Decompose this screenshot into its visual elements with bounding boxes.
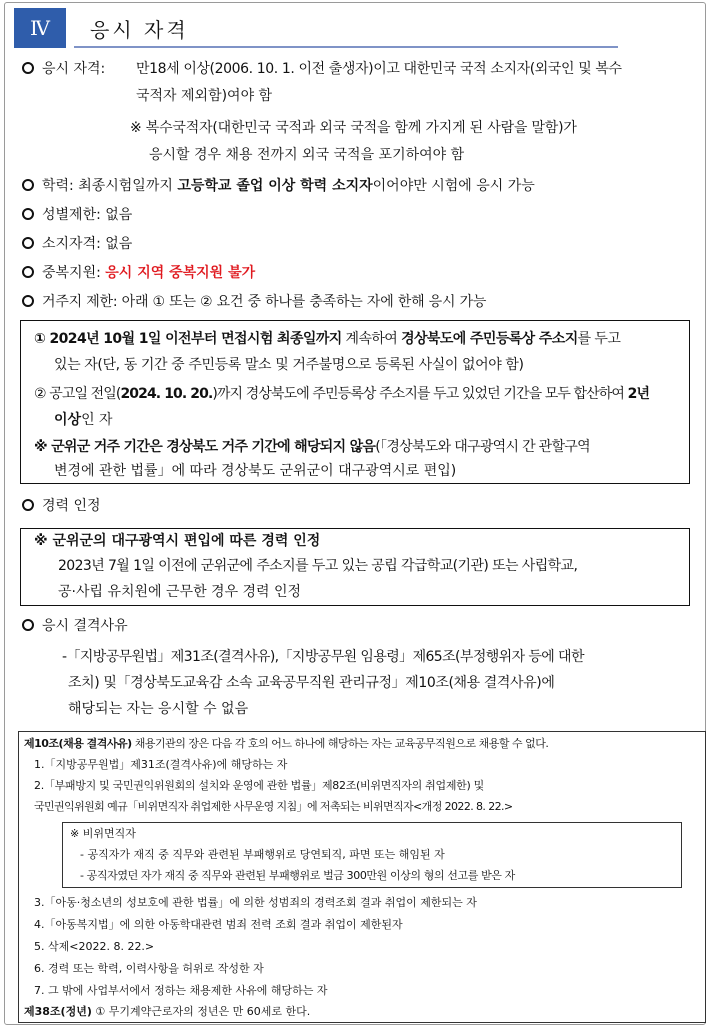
residence-note-line2: 변경에 관한 법률」에 따라 경상북도 군위군이 대구광역시로 편입) [54,463,457,479]
career-box-line1: 2023년 7월 1일 이전에 군위군에 주소지를 두고 있는 공립 각급학교(기관) 또는 사립학교, [58,558,578,574]
dismissed-official-2: - 공직자였던 자가 재직 중 직무와 관련된 부패행위로 벌금 300만원 이상의 형의 선고를 받은 자 [80,869,515,882]
education-suffix: 이어야만 시험에 응시 가능 [372,178,535,194]
regulation-item-2b: 국민권익위원회 예규「비위면직자 취업제한 사무운영 지침」에 저촉되는 비위면직자<개정 2022. 8. 22.> [34,800,513,813]
regulation-item-1: 1.「지방공무원법」제31조(결격사유)에 해당하는 자 [34,758,288,771]
education-item [22,174,535,198]
certificate-text: 소지자격: 없음 [42,236,133,252]
career-box-title: ※ 군위군의 대구광역시 편입에 따른 경력 인정 [34,533,321,549]
duplicate-item [22,261,255,285]
r1-plain-a: 계속하여 [341,331,402,347]
eligibility-item [22,57,105,81]
gender-text: 성별제한: 없음 [42,207,133,223]
career-heading [22,494,101,518]
eligibility-label: 응시 자격: [42,61,106,77]
section-underline [74,46,618,48]
r2-plain-b: )까지 경상북도에 주민등록상 주소지를 두고 있었던 기간을 모두 합산하여 [212,386,628,402]
article-38-title: 제38조(정년) [24,1005,92,1018]
r1-plain-b: 를 두고 [577,331,621,347]
r1-bold-b: 경상북도에 주민등록상 주소지 [401,331,578,347]
disqualify-line2: 조치) 및「경상북도교육감 소속 교육공무직원 관리규정」제10조(채용 결격사유)에 [68,675,555,691]
circle-bullet-icon [22,619,34,631]
residence-condition-2 [34,382,649,406]
regulation-item-5: 5. 삭제<2022. 8. 22.> [34,940,155,953]
circle-bullet-icon [22,62,34,74]
career-heading-text: 경력 인정 [42,498,101,514]
article-10-title: 제10조(채용 결격사유) [24,737,132,750]
article-38 [24,1002,310,1022]
disqualify-line3: 해당되는 자는 응시할 수 없음 [68,701,249,717]
r1-bold-a: ① 2024년 10월 1일 이전부터 면접시험 최종일까지 [34,331,342,347]
regulation-item-6: 6. 경력 또는 학력, 이력사항을 허위로 작성한 자 [34,962,264,975]
education-prefix: 학력: 최종시험일까지 [42,178,178,194]
eligibility-line1: 만18세 이상(2006. 10. 1. 이전 출생자)이고 대한민국 국적 소지자(외국인 및 복수 [136,61,622,77]
gender-item [22,203,132,227]
residence-text: 거주지 제한: 아래 ① 또는 ② 요건 중 하나를 충족하는 자에 한해 응시 가능 [42,294,487,310]
eligibility-note2: 응시할 경우 채용 전까지 외국 국적을 포기하여야 함 [149,147,465,163]
disqualify-heading [22,614,128,638]
circle-bullet-icon [22,266,34,278]
article-38-text: ① 무기계약근로자의 정년은 만 60세로 한다. [91,1005,311,1018]
regulation-item-3: 3.「아동·청소년의 성보호에 관한 법률」에 의한 성범죄의 경력조회 결과 취업이 제한되는 자 [34,896,477,909]
eligibility-note1: ※ 복수국적자(대한민국 국적과 외국 국적을 함께 가지게 된 사람을 말함)가 [130,120,577,136]
section-title: 응시 자격 [90,18,189,42]
circle-bullet-icon [22,499,34,511]
disqualify-heading-text: 응시 결격사유 [42,618,128,634]
dismissed-official-1: - 공직자가 재직 중 직무와 관련된 부패행위로 당연퇴직, 파면 또는 해임된 자 [80,848,445,861]
regulation-item-4: 4.「아동복지법」에 의한 아동학대관련 범죄 전력 조회 결과 취업이 제한된자 [34,918,403,931]
residence-note [34,435,590,459]
education-requirement: 고등학교 졸업 이상 학력 소지자 [177,178,373,194]
career-box-line2: 공·사립 유치원에 근무한 경우 경력 인정 [58,584,302,600]
r2-bold-b: 2년 [627,386,650,402]
r2-plain-a: ② 공고일 전일( [34,386,121,402]
circle-bullet-icon [22,179,34,191]
dismissed-official-title: ※ 비위면직자 [70,827,136,840]
section-header [14,8,618,48]
r2-bold-a: 2024. 10. 20. [120,386,213,402]
circle-bullet-icon [22,208,34,220]
duplicate-prefix: 중복지원: [42,265,106,281]
note-plain: (「경상북도와 대구광역시 간 관할구역 [375,439,590,455]
regulation-item-7: 7. 그 밖에 사업부서에서 정하는 채용제한 사유에 해당하는 자 [34,984,328,997]
circle-bullet-icon [22,295,34,307]
r2-bold-c: 이상 [54,412,82,428]
eligibility-line2: 국적자 제외함)여야 함 [136,88,273,104]
article-10-text: 채용기관의 장은 다음 각 호의 어느 하나에 해당하는 자는 교육공무직원으로 채용할 수 없다. [131,737,549,750]
duplicate-warning: 응시 지역 중복지원 불가 [105,265,256,281]
r2-plain-c: 인 자 [81,412,113,428]
note-bold: ※ 군위군 거주 기간은 경상북도 거주 기간에 해당되지 않음 [34,439,376,455]
residence-condition-2-line2 [54,408,113,432]
circle-bullet-icon [22,237,34,249]
residence-condition-1-line2: 있는 자(단, 동 기간 중 주민등록 말소 및 거주불명으로 등록된 사실이 없어야 함) [54,357,524,373]
disqualify-line1: -「지방공무원법」제31조(결격사유),「지방공무원 임용령」제65조(부정행위자 등에 대한 [62,649,584,665]
article-10 [24,734,548,754]
residence-item [22,290,486,314]
regulation-item-2a: 2.「부패방지 및 국민권익위원회의 설치와 운영에 관한 법률」제82조(비위면직자의 취업제한) 및 [34,779,484,792]
certificate-item [22,232,132,256]
residence-condition-1 [34,327,620,351]
section-number-badge: Ⅳ [14,8,66,48]
